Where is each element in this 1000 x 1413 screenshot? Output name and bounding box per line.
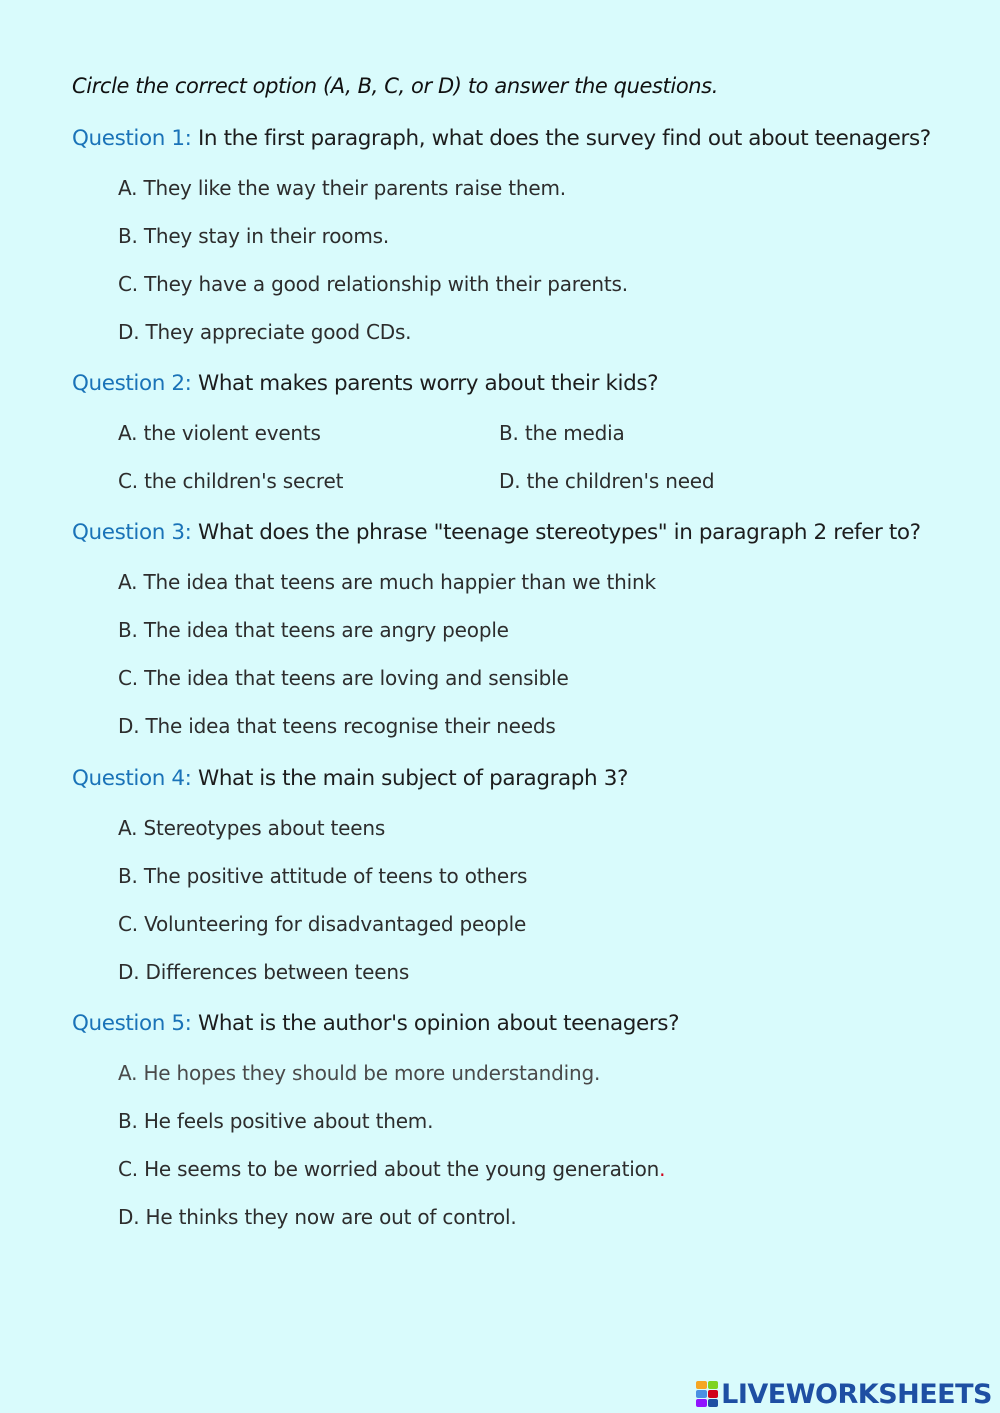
question-2 bbox=[72, 371, 658, 396]
question-1-text: In the first paragraph, what does the survey find out about teenagers? bbox=[191, 126, 931, 151]
q5-option-b[interactable]: B. He feels positive about them. bbox=[118, 1109, 434, 1133]
q1-option-c[interactable]: C. They have a good relationship with their parents. bbox=[118, 272, 628, 296]
question-5-text: What is the author's opinion about teenagers? bbox=[191, 1011, 680, 1036]
question-4-text: What is the main subject of paragraph 3? bbox=[191, 766, 628, 791]
q4-option-c[interactable]: C. Volunteering for disadvantaged people bbox=[118, 912, 527, 936]
q5-option-d[interactable]: D. He thinks they now are out of control. bbox=[118, 1205, 517, 1229]
q5-option-c[interactable] bbox=[118, 1157, 665, 1181]
q1-option-b[interactable]: B. They stay in their rooms. bbox=[118, 224, 390, 248]
q2-option-a[interactable]: A. the violent events bbox=[118, 421, 321, 445]
q3-option-c[interactable]: C. The idea that teens are loving and sensible bbox=[118, 666, 569, 690]
q5-option-a[interactable]: A. He hopes they should be more understanding. bbox=[118, 1061, 601, 1085]
question-3-label: Question 3: bbox=[72, 520, 192, 545]
q2-option-d[interactable]: D. the children's need bbox=[499, 469, 715, 493]
q2-option-c[interactable]: C. the children's secret bbox=[118, 469, 344, 493]
q4-option-a[interactable]: A. Stereotypes about teens bbox=[118, 816, 386, 840]
liveworksheets-logo bbox=[696, 1378, 992, 1410]
question-5 bbox=[72, 1011, 679, 1036]
question-2-text: What makes parents worry about their kids? bbox=[191, 371, 659, 396]
q5-option-c-text: C. He seems to be worried about the young generation bbox=[118, 1157, 660, 1181]
q1-option-a[interactable]: A. They like the way their parents raise them. bbox=[118, 176, 566, 200]
q2-option-b[interactable]: B. the media bbox=[499, 421, 625, 445]
q3-option-d[interactable]: D. The idea that teens recognise their needs bbox=[118, 714, 556, 738]
question-1-label: Question 1: bbox=[72, 126, 192, 151]
question-4-label: Question 4: bbox=[72, 766, 192, 791]
question-1 bbox=[72, 126, 931, 151]
q3-option-b[interactable]: B. The idea that teens are angry people bbox=[118, 618, 509, 642]
instruction: Circle the correct option (A, B, C, or D) to answer the questions. bbox=[72, 74, 718, 98]
question-5-label: Question 5: bbox=[72, 1011, 192, 1036]
q1-option-d[interactable]: D. They appreciate good CDs. bbox=[118, 320, 412, 344]
question-4 bbox=[72, 766, 628, 791]
q5-option-c-period: . bbox=[659, 1157, 666, 1181]
question-2-label: Question 2: bbox=[72, 371, 192, 396]
question-3 bbox=[72, 520, 921, 545]
q4-option-b[interactable]: B. The positive attitude of teens to others bbox=[118, 864, 528, 888]
liveworksheets-logo-text: LIVEWORKSHEETS bbox=[721, 1378, 992, 1410]
liveworksheets-logo-icon bbox=[696, 1381, 718, 1407]
q4-option-d[interactable]: D. Differences between teens bbox=[118, 960, 410, 984]
q3-option-a[interactable]: A. The idea that teens are much happier than we think bbox=[118, 570, 656, 594]
question-3-text: What does the phrase "teenage stereotypes" in paragraph 2 refer to? bbox=[191, 520, 921, 545]
